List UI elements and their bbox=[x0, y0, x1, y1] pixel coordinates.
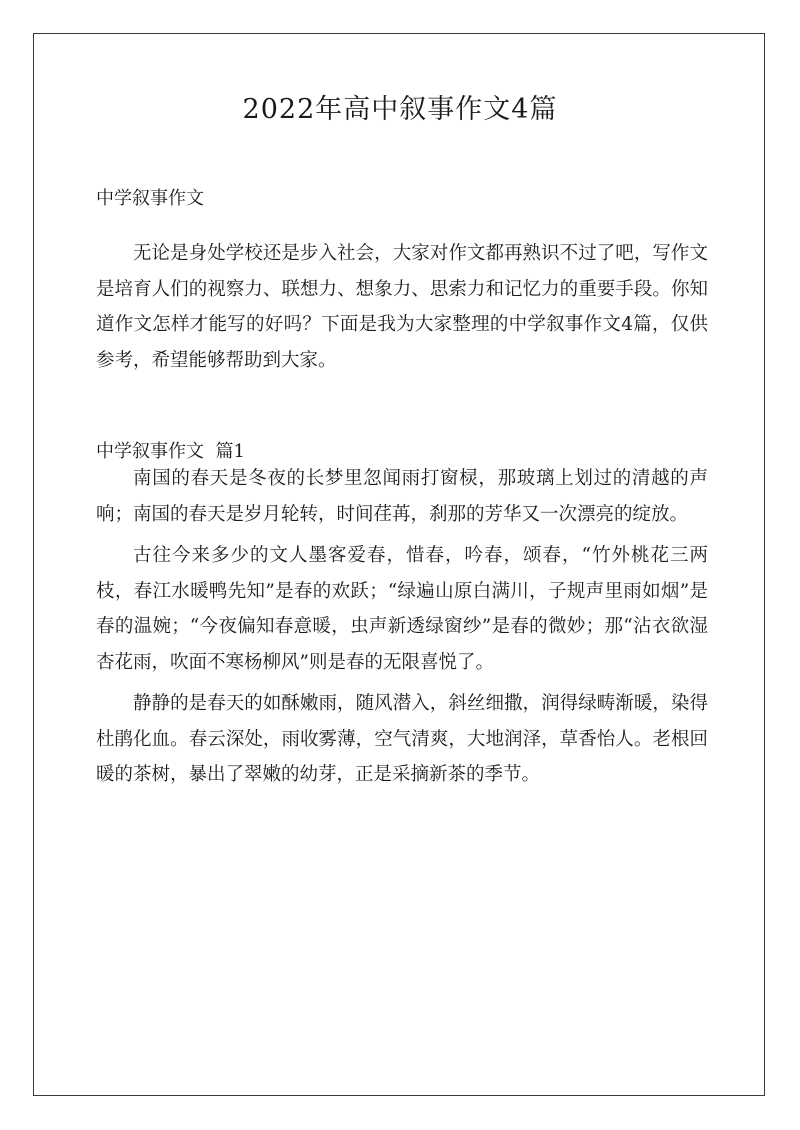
section-1-paragraph-2: 古往今来多少的文人墨客爱春，惜春，吟春，颂春，“竹外桃花三两枝，春江水暖鸭先知”是春的欢跃；“绿遍山原白满川，子规声里雨如烟”是春的温婉；“今夜偏知春意暖，虫声新透绿窗纱”是春的微妙；那“沾衣欲湿杏花雨，吹面不寒杨柳风”则是春的无限喜悦了。 bbox=[96, 545, 708, 673]
section-1-paragraph-1: 南国的春天是冬夜的长梦里忽闻雨打窗棂，那玻璃上划过的清越的声响；南国的春天是岁月轮转，时间荏苒，刹那的芳华又一次漂亮的绽放。 bbox=[96, 468, 708, 525]
intro-paragraph: 无论是身处学校还是步入社会，大家对作文都再熟识不过了吧，写作文是培育人们的视察力、联想力、想象力、思索力和记忆力的重要手段。你知道作文怎样才能写的好吗？下面是我为大家整理的中学叙事作文4篇，仅供参考，希望能够帮助到大家。 bbox=[96, 243, 708, 371]
intro-heading: 中学叙事作文 bbox=[96, 188, 204, 209]
essay-section-1 bbox=[96, 443, 708, 793]
section-1-paragraph-3: 静静的是春天的如酥嫩雨，随风潜入，斜丝细撒，润得绿畴渐暖，染得杜鹃化血。春云深处，雨收雾薄，空气清爽，大地润泽，草香怡人。老根回暖的茶树，暴出了翠嫩的幼芽，正是采摘新茶的季节。 bbox=[96, 693, 708, 785]
document-title: 2022年高中叙事作文4篇 bbox=[242, 94, 558, 125]
intro-section bbox=[96, 190, 708, 378]
section-1-heading: 中学叙事作文 篇1 bbox=[96, 441, 245, 462]
